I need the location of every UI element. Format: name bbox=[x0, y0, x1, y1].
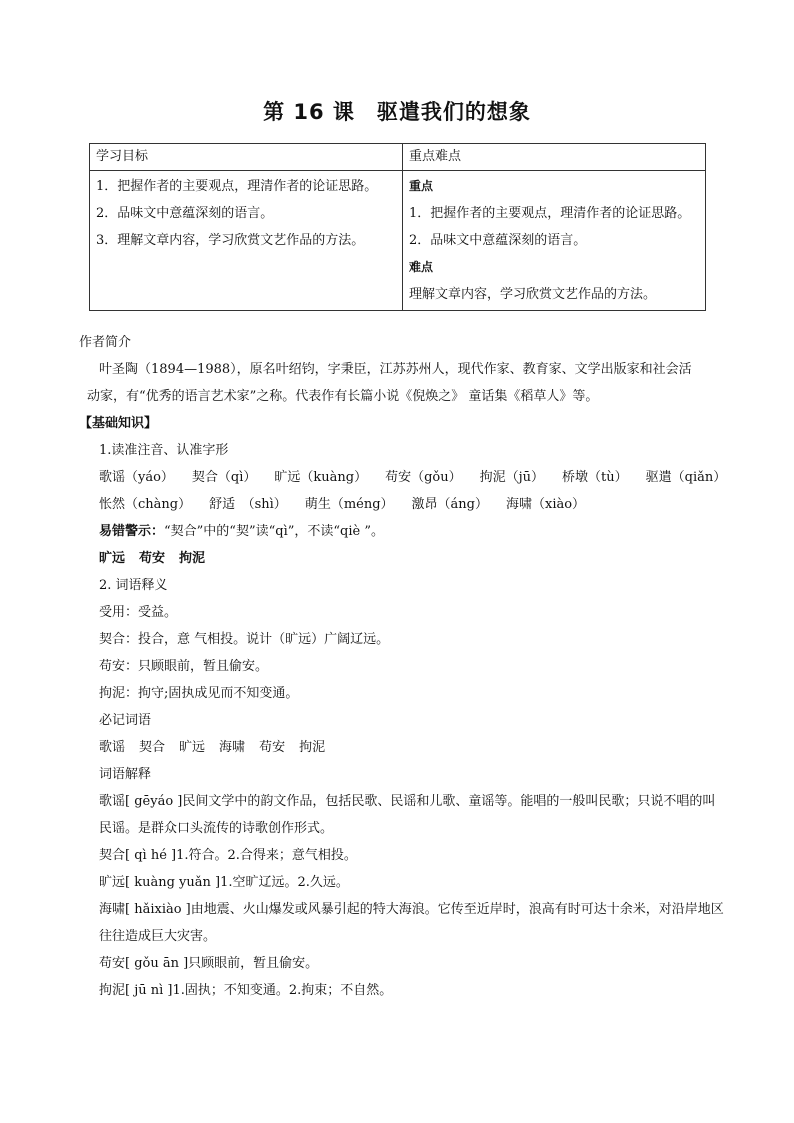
vocab-item: 拘泥：拘守;固执成见而不知变通。 bbox=[99, 686, 299, 701]
pron-row bbox=[79, 491, 724, 518]
must-word: 海啸 bbox=[219, 740, 246, 755]
vocab-item: 受用：受益。 bbox=[99, 605, 178, 620]
goal-item: 2．品味文中意蕴深刻的语言。 bbox=[96, 206, 274, 221]
explain-heading: 词语解释 bbox=[99, 767, 152, 782]
pron-item: 桥墩（tù） bbox=[562, 470, 628, 485]
difficulty-label: 难点 bbox=[409, 260, 434, 274]
basic-heading: 【基础知识】 bbox=[79, 416, 158, 431]
author-text-line: 动家，有“优秀的语言艺术家”之称。代表作有长篇小说《倪焕之》 童话集《稻草人》等。 bbox=[87, 389, 599, 404]
pron-heading: 1.读准注音、认准字形 bbox=[99, 443, 229, 458]
pron-row bbox=[79, 464, 727, 491]
must-word: 苟安 bbox=[259, 740, 286, 755]
pron-item: 旷远（kuàng） bbox=[274, 470, 368, 485]
author-text-line: 叶圣陶（1894—1988），原名叶绍钧，字秉臣，江苏苏州人，现代作家、教育家、文学出版家和社会活 bbox=[99, 362, 692, 377]
explain-item: 歌谣[ gēyáo ]民间文学中的韵文作品，包括民歌、民谣和儿歌、童谣等。能唱的一般叫民歌；只说不唱的叫民谣。是群众口头流传的诗歌创作形式。 bbox=[99, 794, 716, 836]
pron-item: 舒适 （shì） bbox=[209, 497, 287, 512]
pron-item: 苟安（gǒu） bbox=[385, 470, 462, 485]
key-label: 重点 bbox=[409, 179, 434, 193]
must-heading: 必记词语 bbox=[99, 713, 152, 728]
explain-item: 苟安[ gǒu ān ]只顾眼前，暂且偷安。 bbox=[99, 956, 319, 971]
bold-word: 拘泥 bbox=[179, 551, 206, 566]
page-title: 第 16 课 驱遣我们的想象 bbox=[263, 100, 531, 124]
must-word: 拘泥 bbox=[299, 740, 326, 755]
goal-item: 1．把握作者的主要观点，理清作者的论证思路。 bbox=[96, 179, 378, 194]
bold-word: 苟安 bbox=[139, 551, 166, 566]
goal-item: 3．理解文章内容，学习欣赏文艺作品的方法。 bbox=[96, 233, 365, 248]
pron-item: 怅然（chàng） bbox=[99, 497, 192, 512]
must-word: 契合 bbox=[139, 740, 166, 755]
pron-item: 海啸（xiào） bbox=[505, 497, 586, 512]
document-body bbox=[79, 329, 727, 1004]
key-point-item: 1．把握作者的主要观点，理清作者的论证思路。 bbox=[409, 206, 691, 221]
vocab-item: 苟安：只顾眼前，暂且偷安。 bbox=[99, 659, 269, 674]
goals-header: 学习目标 bbox=[90, 144, 403, 171]
pron-item: 契合（qì） bbox=[191, 470, 257, 485]
key-point-item: 2．品味文中意蕴深刻的语言。 bbox=[409, 233, 587, 248]
pron-item: 驱遣（qiǎn） bbox=[645, 470, 727, 485]
explain-item: 契合[ qì hé ]1.符合。2.合得来；意气相投。 bbox=[99, 848, 357, 863]
goals-table bbox=[89, 143, 706, 311]
key-points-cell bbox=[403, 171, 706, 311]
must-word: 旷远 bbox=[179, 740, 206, 755]
warning-line bbox=[79, 518, 724, 545]
bold-word: 旷远 bbox=[99, 551, 126, 566]
explain-item: 拘泥[ jū nì ]1.固执；不知变通。2.拘束；不自然。 bbox=[99, 983, 393, 998]
pron-item: 激昂（áng） bbox=[411, 497, 488, 512]
must-words-line bbox=[79, 734, 724, 761]
pron-item: 歌谣（yáo） bbox=[99, 470, 174, 485]
pron-item: 萌生（méng） bbox=[304, 497, 394, 512]
key-points-header: 重点难点 bbox=[403, 144, 706, 171]
explain-item: 海啸[ hǎixiào ]由地震、火山爆发或风暴引起的特大海浪。它传至近岸时，浪高有时可达十余米，对沿岸地区往往造成巨大灾害。 bbox=[99, 902, 724, 944]
explain-item: 旷远[ kuàng yuǎn ]1.空旷辽远。2.久远。 bbox=[99, 875, 349, 890]
vocab-heading: 2. 词语释义 bbox=[99, 578, 168, 593]
bold-words-line bbox=[79, 545, 724, 572]
author-heading: 作者简介 bbox=[79, 335, 132, 350]
warning-label: 易错警示： bbox=[99, 524, 165, 539]
pron-item: 拘泥（jū） bbox=[479, 470, 545, 485]
warning-text: “契合”中的“契”读“qì”，不读“qiè ”。 bbox=[164, 524, 384, 539]
vocab-item: 契合：投合，意 气相投。说计（旷远）广阔辽远。 bbox=[99, 632, 390, 647]
difficulty-item: 理解文章内容，学习欣赏文艺作品的方法。 bbox=[409, 287, 657, 302]
must-word: 歌谣 bbox=[99, 740, 126, 755]
goals-cell bbox=[90, 171, 403, 311]
